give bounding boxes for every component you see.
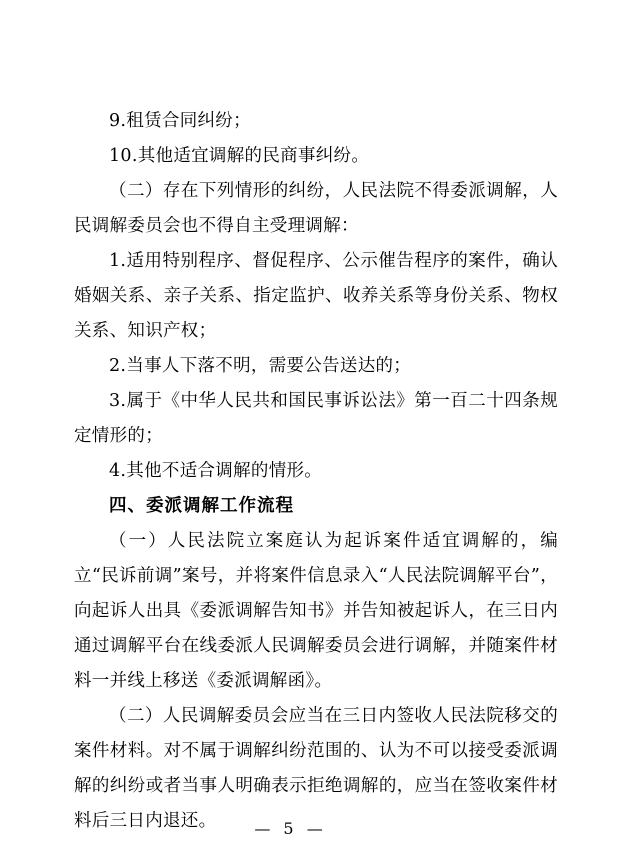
- paragraph-section-2-intro: （二）存在下列情形的纠纷，人民法院不得委派调解，人民调解委员会也不得自主受理调解：: [74, 181, 558, 236]
- paragraph-section-2: （二）人民调解委员会应当在三日内签收人民法院移交的案件材料。对不属于调解纠纷范围的、认为不可以接受委派调解的纠纷或者当事人明确表示拒绝调解的，应当在签收案件材料后三日内退还。: [74, 706, 558, 831]
- page-footer: [0, 819, 632, 838]
- paragraph-item-10: 10.其他适宜调解的民商事纠纷。: [109, 146, 370, 166]
- footer-dash-right: —: [306, 819, 326, 838]
- paragraph-item-4: 4.其他不适合调解的情形。: [109, 461, 323, 481]
- page-number: 5: [283, 819, 297, 838]
- section-heading-four: 四、委派调解工作流程: [109, 496, 294, 516]
- paragraph-item-1: 1.适用特别程序、督促程序、公示催告程序的案件，确认婚姻关系、亲子关系、指定监护、收养关系等身份关系、物权关系、知识产权；: [74, 251, 558, 341]
- footer-dash-left: —: [254, 819, 274, 838]
- paragraph-item-2: 2.当事人下落不明，需要公告送达的；: [109, 356, 412, 376]
- paragraph-item-3: 3.属于《中华人民共和国民事诉讼法》第一百二十四条规定情形的；: [74, 391, 558, 446]
- paragraph-section-1: （一）人民法院立案庭认为起诉案件适宜调解的，编立“民诉前调”案号，并将案件信息录入“人民法院调解平台”，向起诉人出具《委派调解告知书》并告知被起诉人，在三日内通过调解平台在线委派人民调解委员会进行调解，并随案件材料一并线上移送《委派调解函》。: [74, 531, 558, 691]
- page-footer-inner: [254, 819, 325, 838]
- paragraph-item-9: 9.租赁合同纠纷；: [109, 111, 251, 131]
- document-body: [74, 104, 558, 839]
